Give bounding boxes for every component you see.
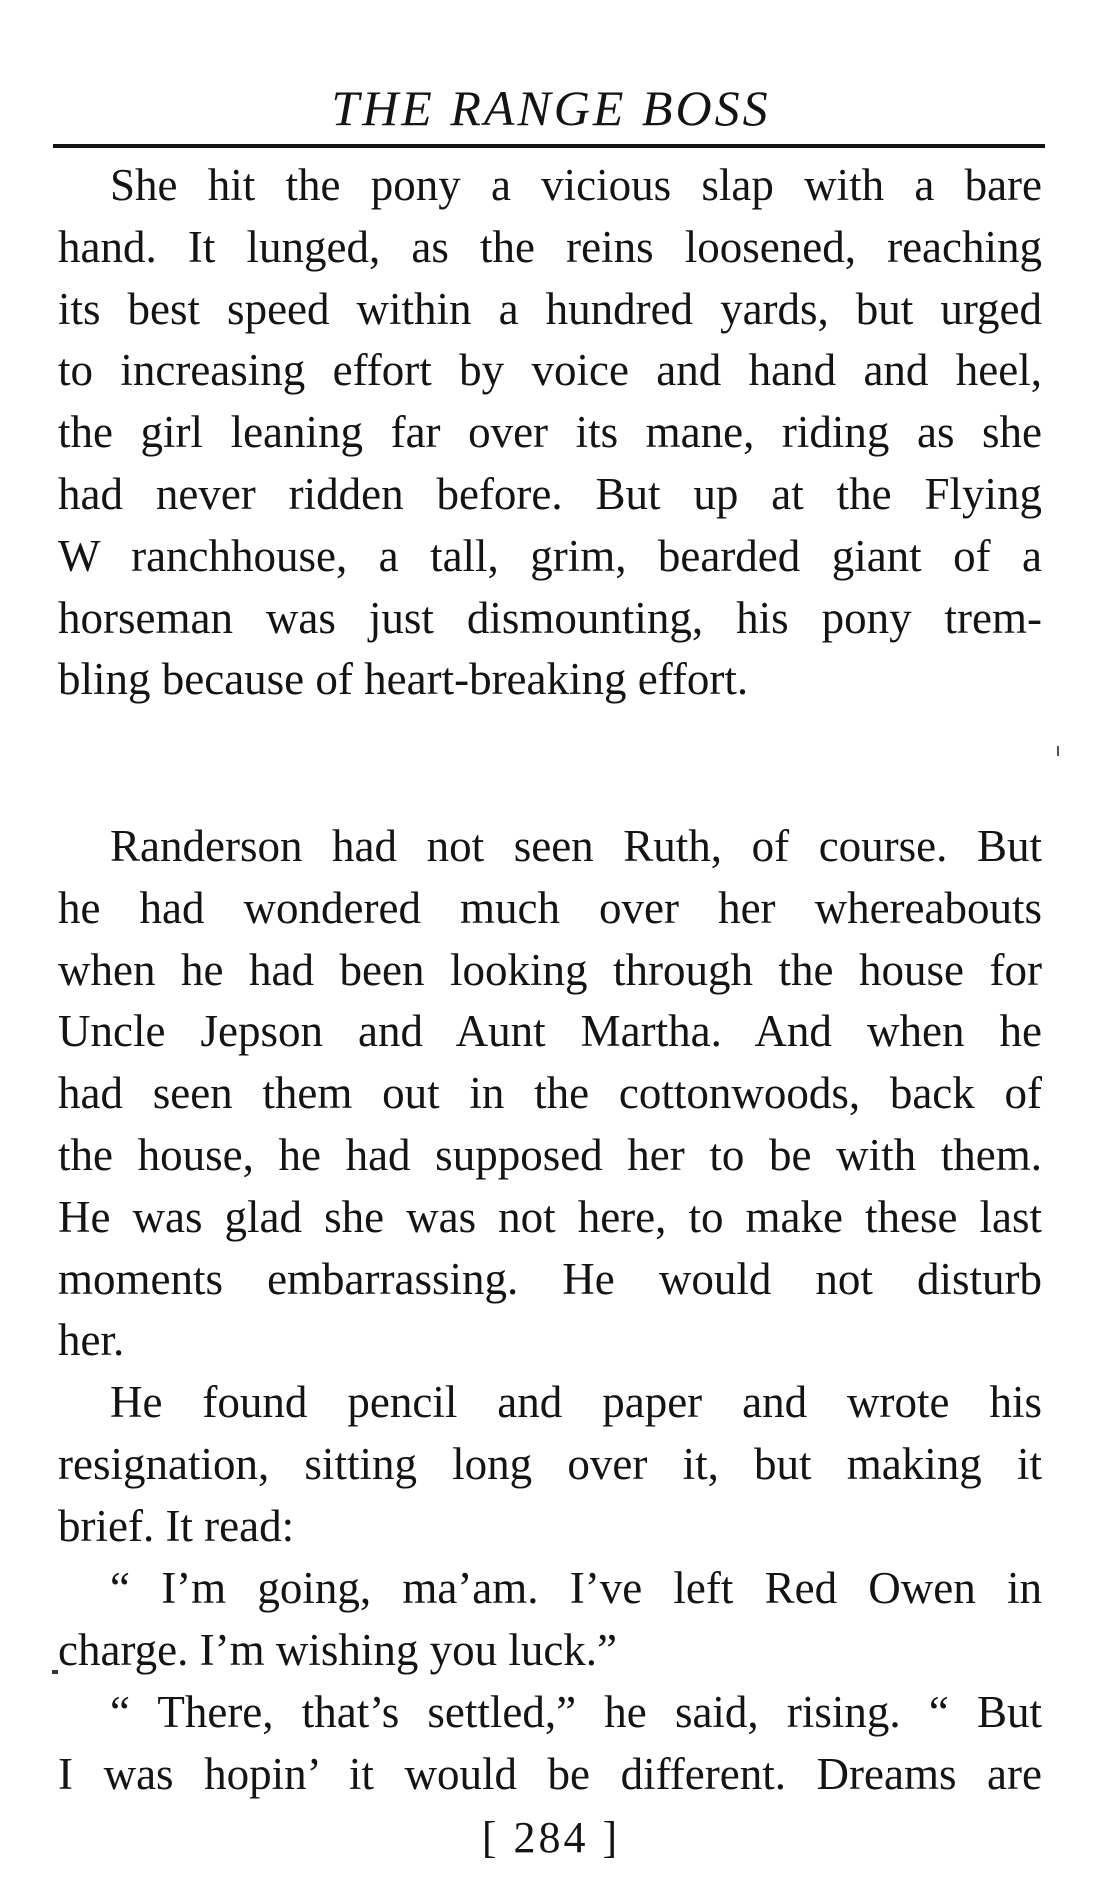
text-line: to increasing effort by voice and hand and heel, <box>58 345 1042 396</box>
text-line: when he had been looking through the house for <box>58 944 1042 995</box>
stray-mark <box>1057 746 1059 756</box>
text-line: he had wondered much over her whereabouts <box>58 882 1042 933</box>
text-line: her. <box>58 1315 125 1366</box>
text-line: “ There, that’s settled,” he said, rising. “ But <box>110 1687 1042 1737</box>
text-line: W ranchhouse, a tall, grim, bearded giant of a <box>58 530 1042 581</box>
text-line: bling because of heart-breaking effort. <box>58 654 749 705</box>
page-number: [ 284 ] <box>481 1813 621 1862</box>
text-line: horseman was just dismounting, his pony trem- <box>58 592 1042 643</box>
text-line: Randerson had not seen Ruth, of course. But <box>110 821 1042 871</box>
text-line: moments embarrassing. He would not disturb <box>58 1253 1042 1304</box>
paragraph-3 <box>58 1372 1042 1557</box>
paragraph-4 <box>58 1558 1042 1682</box>
text-line: He found pencil and paper and wrote his <box>110 1377 1042 1427</box>
text-line: had never ridden before. But up at the Flying <box>58 468 1042 519</box>
text-line: “ I’m going, ma’am. I’ve left Red Owen in <box>110 1563 1042 1613</box>
text-line: the house, he had supposed her to be with them. <box>58 1129 1042 1180</box>
paragraph-1 <box>58 155 1042 711</box>
text-line: hand. It lunged, as the reins loosened, reaching <box>58 221 1042 272</box>
text-line: I was hopin’ it would be different. Dreams are <box>58 1748 1042 1799</box>
text-line: charge. I’m wishing you luck.” <box>58 1624 618 1675</box>
text-line: the girl leaning far over its mane, riding as she <box>58 407 1042 458</box>
running-head: THE RANGE BOSS <box>331 80 771 136</box>
text-line: its best speed within a hundred yards, but urged <box>58 283 1042 334</box>
text-line: She hit the pony a vicious slap with a bare <box>110 160 1042 210</box>
text-line: brief. It read: <box>58 1500 295 1551</box>
paragraph-2 <box>58 816 1042 1372</box>
text-line: had seen them out in the cottonwoods, back of <box>58 1068 1042 1119</box>
text-line: resignation, sitting long over it, but making it <box>58 1438 1042 1489</box>
paragraph-5 <box>58 1682 1042 1806</box>
header-rule <box>53 144 1045 148</box>
text-line: Uncle Jepson and Aunt Martha. And when he <box>58 1006 1042 1057</box>
text-line: He was glad she was not here, to make these last <box>58 1191 1042 1242</box>
